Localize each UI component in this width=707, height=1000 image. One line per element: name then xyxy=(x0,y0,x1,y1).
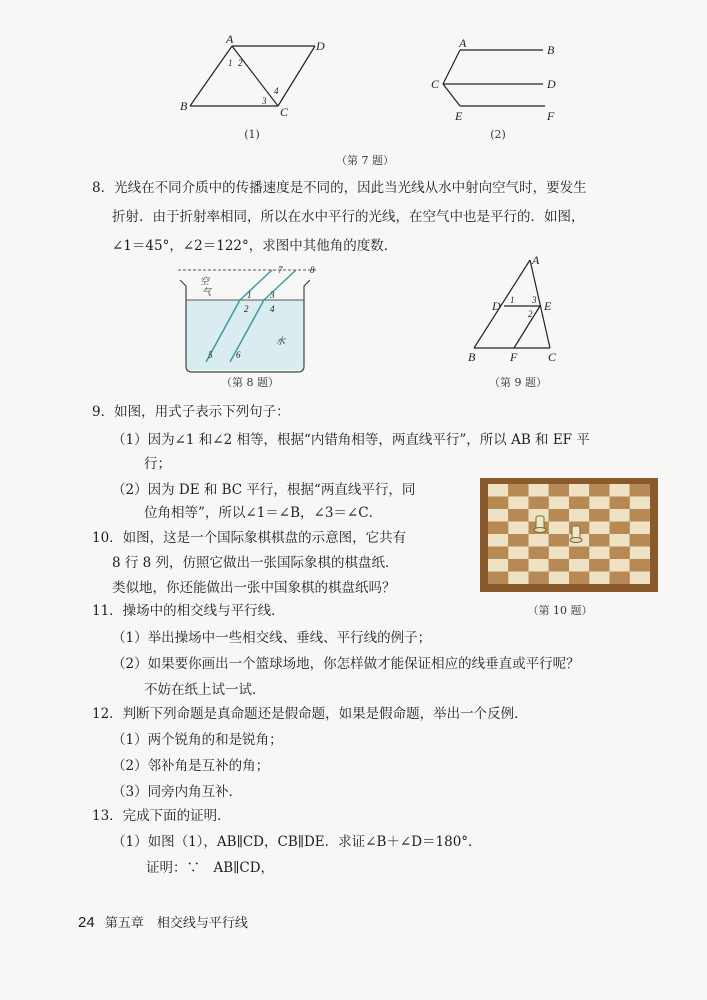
chessboard-square xyxy=(508,522,528,535)
angle-5: 5 xyxy=(208,350,213,360)
chess-piece xyxy=(570,526,582,543)
chessboard-square xyxy=(549,484,569,497)
chessboard-square xyxy=(488,559,508,572)
angle-4: 4 xyxy=(274,86,279,96)
label-C: C xyxy=(280,105,289,119)
figure-10 xyxy=(478,476,660,594)
angle-2: 2 xyxy=(528,309,533,319)
question-9-line-1: 9．如图，用式子表示下列句子： xyxy=(92,404,290,420)
chessboard-diagram xyxy=(478,476,660,594)
label-F: F xyxy=(547,109,555,123)
chessboard-square xyxy=(529,559,549,572)
triangle-diagram xyxy=(462,250,572,365)
question-11-part-1: （1）举出操场中一些相交线、垂线、平行线的例子； xyxy=(112,630,432,646)
label-kong: 空 xyxy=(200,276,210,286)
chessboard-square xyxy=(630,509,650,522)
angle-1: 1 xyxy=(247,290,252,300)
question-12-part-2: （2）邻补角是互补的角； xyxy=(112,758,270,774)
chessboard-square xyxy=(508,484,528,497)
chessboard-square xyxy=(630,547,650,560)
chessboard-square xyxy=(508,559,528,572)
chessboard-square xyxy=(488,484,508,497)
chessboard-square xyxy=(529,484,549,497)
label-B: B xyxy=(547,43,555,57)
chapter-title: 第五章 相交线与平行线 xyxy=(104,916,248,931)
chessboard-square xyxy=(529,572,549,585)
question-10-line-2: 8 行 8 列，仿照它做出一张国际象棋的棋盘纸． xyxy=(112,555,399,571)
label-B: B xyxy=(180,99,188,113)
figure-8-caption: （第 8 题） xyxy=(221,376,279,389)
label-shui: 水 xyxy=(276,336,286,346)
chessboard-square xyxy=(549,509,569,522)
chessboard-square xyxy=(630,522,650,535)
chessboard-square xyxy=(508,509,528,522)
angle-7: 7 xyxy=(278,265,283,275)
question-9-part-2a: （2）因为 DE 和 BC 平行，根据“两直线平行，同 xyxy=(112,482,416,498)
page-number: 24 xyxy=(78,914,95,931)
chessboard-square xyxy=(610,534,630,547)
label-F: F xyxy=(510,350,518,364)
chessboard-square xyxy=(610,572,630,585)
chessboard-square xyxy=(569,547,589,560)
figure-7-caption: （第 7 题） xyxy=(336,154,394,167)
chessboard-square xyxy=(508,547,528,560)
chessboard-square xyxy=(630,484,650,497)
chessboard-square xyxy=(549,572,569,585)
chessboard-square xyxy=(569,484,589,497)
chessboard-square xyxy=(549,522,569,535)
chessboard-square xyxy=(630,534,650,547)
label-A: A xyxy=(226,32,234,46)
chessboard-square xyxy=(488,509,508,522)
chessboard-square xyxy=(589,534,609,547)
question-10-line-1: 10．如图，这是一个国际象棋棋盘的示意图，它共有 xyxy=(92,530,407,546)
question-12-part-1: （1）两个锐角的和是锐角； xyxy=(112,732,283,748)
chessboard-square xyxy=(589,484,609,497)
question-12-part-3: （3）同旁内角互补． xyxy=(112,784,243,800)
question-11-part-2a: （2）如果要你画出一个篮球场地，你怎样做才能保证相应的线垂直或平行呢？ xyxy=(112,656,580,672)
label-B: B xyxy=(468,350,476,364)
chessboard-square xyxy=(549,534,569,547)
chessboard-square xyxy=(549,497,569,510)
angle-3: 3 xyxy=(532,295,537,305)
chessboard-square xyxy=(488,534,508,547)
chessboard-square xyxy=(589,509,609,522)
chessboard-square xyxy=(610,497,630,510)
chessboard-square xyxy=(589,547,609,560)
chessboard-square xyxy=(488,497,508,510)
label-qi: 气 xyxy=(202,287,212,297)
figure-7-2-caption: (2) xyxy=(490,128,506,141)
angle-1: 1 xyxy=(510,295,515,305)
label-D: D xyxy=(492,299,501,313)
chessboard-square xyxy=(610,559,630,572)
chessboard-square xyxy=(488,572,508,585)
figure-7-2 xyxy=(425,38,575,128)
label-D: D xyxy=(547,77,556,91)
chessboard-square xyxy=(610,522,630,535)
question-11-line-1: 11．操场中的相交线与平行线． xyxy=(92,603,285,619)
question-9-part-1b: 行； xyxy=(144,456,171,472)
chessboard-square xyxy=(589,572,609,585)
chessboard-square xyxy=(549,547,569,560)
chessboard-square xyxy=(569,559,589,572)
refraction-tank-diagram xyxy=(172,262,322,376)
label-D: D xyxy=(316,39,325,53)
angle-2: 2 xyxy=(238,58,243,68)
chessboard-square xyxy=(508,534,528,547)
chessboard-square xyxy=(529,534,549,547)
question-13-line-1: 13．完成下面的证明． xyxy=(92,808,231,824)
question-11-part-2b: 不妨在纸上试一试． xyxy=(144,682,266,698)
question-8-line-3: ∠1＝45°，∠2＝122°，求图中其他角的度数． xyxy=(112,238,398,254)
chessboard-square xyxy=(630,572,650,585)
parallelogram-diagram xyxy=(170,28,340,124)
angle-4: 4 xyxy=(270,304,275,314)
chessboard-square xyxy=(589,497,609,510)
label-A: A xyxy=(459,38,467,50)
chessboard-square xyxy=(508,572,528,585)
chessboard-square xyxy=(569,572,589,585)
chessboard-square xyxy=(508,497,528,510)
angle-3: 3 xyxy=(262,96,267,106)
chessboard-square xyxy=(569,497,589,510)
figure-9 xyxy=(462,250,572,365)
figure-10-caption: （第 10 题） xyxy=(527,604,593,617)
page-footer xyxy=(78,912,248,931)
angle-8: 8 xyxy=(310,265,315,275)
question-9-part-1a: （1）因为∠1 和∠2 相等，根据“内错角相等，两直线平行”，所以 AB 和 EF 平 xyxy=(112,432,590,448)
chessboard-square xyxy=(630,497,650,510)
chessboard-square xyxy=(610,509,630,522)
label-E: E xyxy=(544,299,552,313)
figure-9-caption: （第 9 题） xyxy=(489,376,547,389)
label-E: E xyxy=(455,109,463,123)
ray-1-air xyxy=(240,270,272,300)
chessboard-square xyxy=(610,547,630,560)
angle-2: 2 xyxy=(244,304,249,314)
label-C: C xyxy=(431,77,440,91)
figure-7-1-caption: (1) xyxy=(244,128,260,141)
figure-7-1 xyxy=(170,28,340,124)
chessboard-square xyxy=(610,484,630,497)
angle-1: 1 xyxy=(228,58,233,68)
figure-8 xyxy=(172,262,322,376)
question-13-proof-start: 证明：∵ AB∥CD， xyxy=(146,860,275,876)
chessboard-square xyxy=(488,522,508,535)
chessboard-square xyxy=(529,497,549,510)
chessboard-square xyxy=(630,559,650,572)
question-10-line-3: 类似地，你还能做出一张中国象棋的棋盘纸吗？ xyxy=(112,580,396,596)
question-8-line-1: 8．光线在不同介质中的传播速度是不同的，因此当光线从水中射向空气时，要发生 xyxy=(92,180,587,196)
chessboard-square xyxy=(589,522,609,535)
chessboard-square xyxy=(488,547,508,560)
parallel-lines-diagram xyxy=(425,38,575,128)
question-12-line-1: 12．判断下列命题是真命题还是假命题，如果是假命题，举出一个反例． xyxy=(92,706,528,722)
question-9-part-2b: 位角相等”，所以∠1＝∠B，∠3＝∠C． xyxy=(144,505,383,521)
chessboard-square xyxy=(589,559,609,572)
chessboard-square xyxy=(529,547,549,560)
label-A: A xyxy=(532,253,540,267)
question-8-line-2: 折射．由于折射率相同，所以在水中平行的光线，在空气中也是平行的．如图， xyxy=(112,209,585,225)
chess-piece xyxy=(534,516,546,533)
chessboard-square xyxy=(549,559,569,572)
chessboard-square xyxy=(569,509,589,522)
label-C: C xyxy=(548,350,557,364)
question-13-part-1: （1）如图（1），AB∥CD，CB∥DE．求证∠B＋∠D＝180°． xyxy=(112,834,482,850)
angle-3: 3 xyxy=(270,290,275,300)
angle-6: 6 xyxy=(236,350,241,360)
